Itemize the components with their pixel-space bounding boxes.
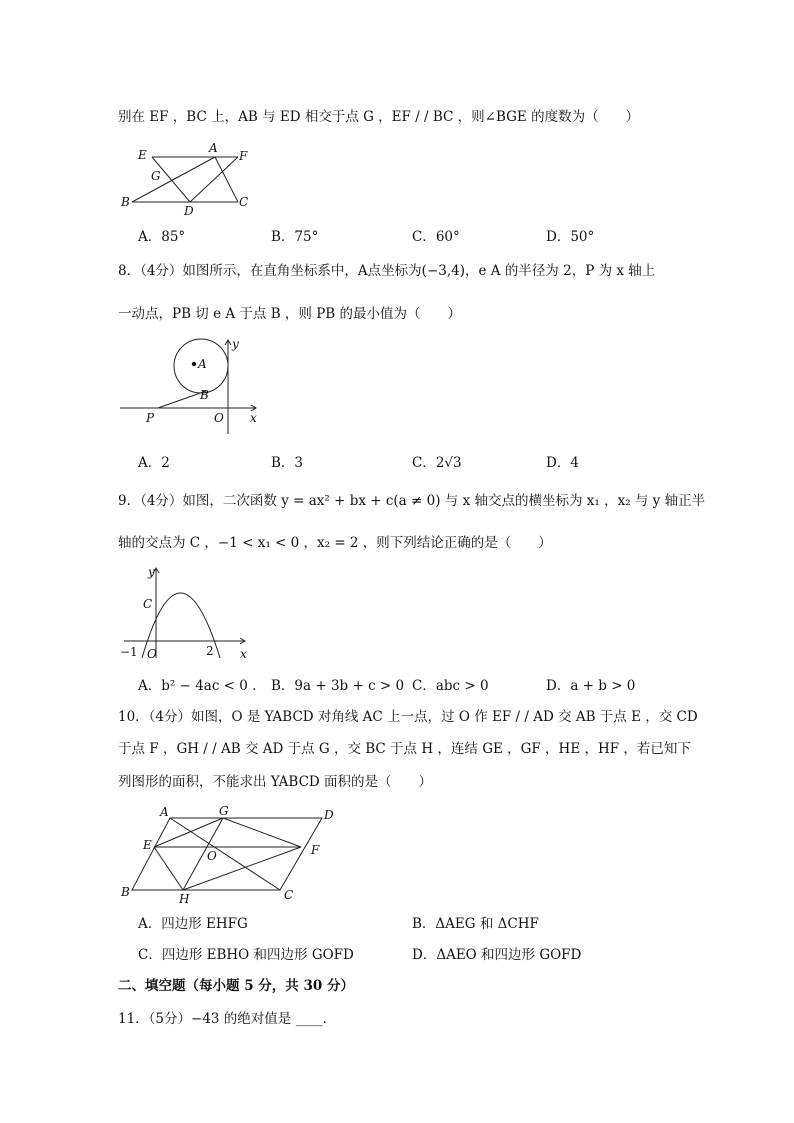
q8-stem-line1: 8．（4分）如图所示，在直角坐标系中，A点坐标为(−3,4)，e A 的半径为 2，P 为 x 轴上	[118, 263, 656, 279]
segment-AC	[215, 157, 238, 202]
label-O: O	[147, 647, 157, 661]
q10-stem-line1: 10．（4分）如图，O 是 YABCD 对角线 AC 上一点，过 O 作 EF / / AD 交 AB 于点 E ，交 CD	[118, 709, 698, 725]
q7-stem: 别在 EF ，BC 上，AB 与 ED 相交于点 G ，EF / / BC ，则∠BGE 的度数为（ ）	[118, 109, 640, 125]
label-C: C	[284, 888, 294, 902]
parallelogram-ABCD	[132, 818, 322, 890]
segment-GF	[223, 818, 301, 847]
label-B: B	[121, 195, 130, 209]
q8-option-a: A．2	[138, 455, 170, 471]
q9-figure	[118, 562, 258, 662]
segment-GH	[183, 818, 223, 890]
q10-option-c: C．四边形 EBHO 和四边形 GOFD	[138, 947, 354, 963]
label-O: O	[207, 849, 217, 863]
q8-stem-line2: 一动点，PB 切 e A 于点 B ，则 PB 的最小值为（ ）	[118, 306, 461, 322]
q10-option-a: A．四边形 EHFG	[138, 916, 248, 932]
label-B: B	[200, 388, 209, 402]
label-A: A	[209, 141, 218, 155]
q10-option-d: D．ΔAEO 和四边形 GOFD	[412, 947, 582, 963]
q8-option-d: D．4	[546, 455, 579, 471]
label-y: y	[148, 565, 155, 579]
label-y: y	[232, 337, 239, 351]
label-E: E	[143, 838, 152, 852]
q7-option-d: D．50°	[546, 229, 595, 245]
tangent-PB	[158, 391, 206, 408]
segment-DF	[190, 157, 238, 202]
label-B: B	[121, 885, 130, 899]
q8-option-b: B．3	[271, 455, 304, 471]
label-O: O	[214, 411, 224, 425]
label-D: D	[184, 204, 194, 218]
label-A: A	[198, 357, 207, 371]
label-G: G	[219, 804, 229, 818]
q10-stem-line3: 列图形的面积，不能求出 YABCD 面积的是（ ）	[118, 774, 433, 790]
label-H: H	[179, 892, 190, 906]
label-F: F	[239, 149, 248, 163]
diagonal-AC	[170, 818, 280, 890]
label-E: E	[138, 148, 147, 162]
q10-figure	[118, 804, 348, 904]
q9-stem-line2: 轴的交点为 C ，−1 < x₁ < 0 ，x₂ = 2 ，则下列结论正确的是（ ）	[118, 535, 552, 551]
label-x: x	[250, 411, 257, 425]
segment-HE	[154, 847, 183, 890]
q9-option-a: A．b² − 4ac < 0 .	[138, 678, 257, 694]
q9-option-c: C．abc > 0	[412, 678, 489, 694]
q7-option-c: C．60°	[412, 229, 460, 245]
q9-stem-line1: 9．（4分）如图，二次函数 y = ax² + bx + c(a ≠ 0) 与 x 轴交点的横坐标为 x₁ ，x₂ 与 y 轴正半	[118, 493, 706, 509]
q7-option-b: B．75°	[271, 229, 319, 245]
segment-GE	[154, 818, 223, 847]
label-neg1: −1	[120, 645, 138, 659]
label-A: A	[160, 805, 169, 819]
label-F: F	[311, 843, 320, 857]
label-C: C	[143, 597, 153, 611]
q7-figure	[118, 140, 258, 218]
segment-BA	[132, 157, 215, 202]
label-x: x	[240, 647, 247, 661]
label-G: G	[151, 169, 161, 183]
label-2: 2	[206, 644, 214, 658]
q10-stem-line2: 于点 F ，GH / / AB 交 AD 于点 G ，交 BC 于点 H ，连结 GE ，GF ，HE ，HF ，若已知下	[118, 741, 691, 757]
center-point-A	[192, 362, 196, 366]
q8-option-c: C．2√3	[412, 455, 462, 471]
q10-option-b: B．ΔAEG 和 ΔCHF	[412, 916, 539, 932]
label-D: D	[324, 808, 334, 822]
label-C: C	[239, 195, 249, 209]
section-2-heading: 二、填空题（每小题 5 分，共 30 分）	[118, 978, 354, 994]
q9-option-d: D．a + b > 0	[546, 678, 636, 694]
q8-figure	[118, 336, 268, 436]
q9-option-b: B．9a + 3b + c > 0	[271, 678, 405, 694]
q7-option-a: A．85°	[138, 229, 186, 245]
label-P: P	[146, 411, 155, 425]
q11-stem: 11．（5分）−43 的绝对值是 ____．	[118, 1011, 337, 1027]
